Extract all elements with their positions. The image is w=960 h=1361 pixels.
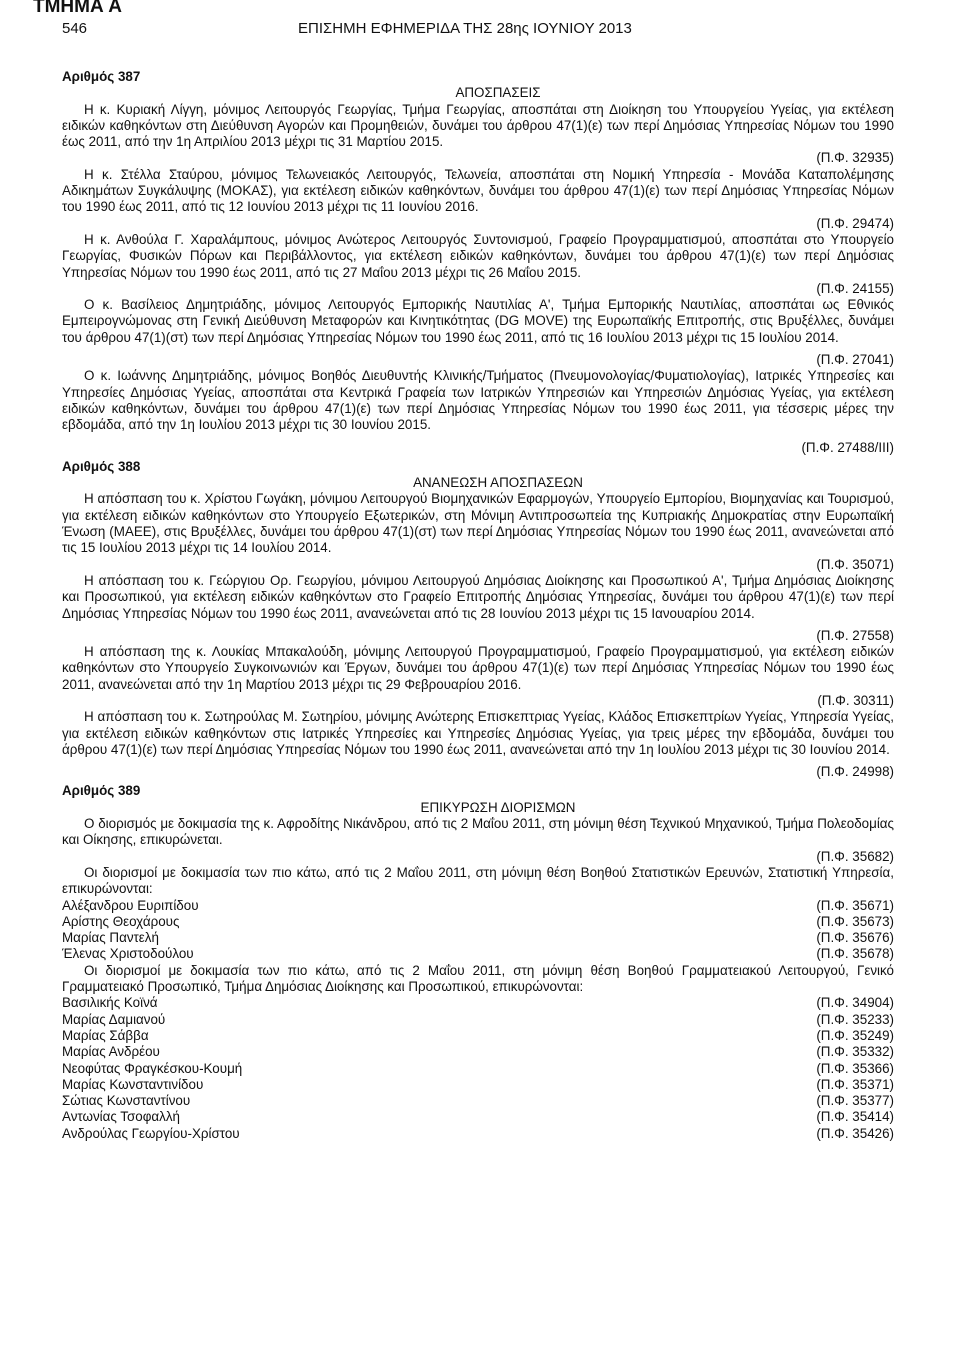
appointee-name: Ανδρούλας Γεωργίου-Χρίστου [62, 1125, 240, 1141]
file-reference: (Π.Φ. 27488/ΙΙΙ) [801, 439, 894, 455]
notice-heading-388: ΑΝΑΝΕΩΣΗ ΑΠΟΣΠΑΣΕΩΝ [413, 475, 583, 491]
appointee-name: Αντωνίας Τσοφαλλή [62, 1109, 180, 1125]
appointee-name: Βασιλικής Κοϊνά [62, 995, 158, 1011]
appointee-name: Μαρίας Παντελή [62, 930, 159, 946]
list-item [62, 1126, 894, 1142]
file-reference: (Π.Φ. 34904) [816, 995, 894, 1011]
paragraph: Οι διορισμοί με δοκιμασία των πιο κάτω, από τις 2 Μαΐου 2011, στη μόνιμη θέση Βοηθού Στατιστικών Ερευνών, Στατιστική Υπηρεσία, επικυρώνονται: [62, 864, 894, 897]
file-reference: (Π.Φ. 35249) [816, 1027, 894, 1043]
list-item [62, 1077, 894, 1093]
list-item [62, 898, 894, 914]
list-item [62, 946, 894, 962]
list-item [62, 1061, 894, 1077]
notice-number-388: Αριθμός 388 [62, 458, 141, 474]
file-reference: (Π.Φ. 27041) [816, 352, 894, 368]
appointee-name: Μαρίας Σάββα [62, 1027, 149, 1043]
file-reference: (Π.Φ. 30311) [817, 692, 894, 708]
paragraph: Η κ. Στέλλα Σταύρου, μόνιμος Τελωνειακός Λειτουργός, Τελωνεία, αποσπάται στη Νομική Υπηρεσία - Μονάδα Καταπολέμησης Αδικημάτων Συγκάλυψης (ΜΟΚΑΣ), για εκτέλεση ειδικών καθηκόντων, δυνάμει του άρθρου 47(1)(ε) των περί Δημόσιας Υπηρεσίας Νόμων του 1990 έως 2011, από τις 12 Ιουνίου 2013 μέχρι τις 11 Ιουνίου 2016. [62, 166, 894, 215]
file-reference: (Π.Φ. 24155) [816, 280, 894, 296]
page-number: 546 [62, 20, 88, 37]
list-item [62, 1109, 894, 1125]
paragraph: Ο κ. Βασίλειος Δημητριάδης, μόνιμος Λειτουργός Εμπορικής Ναυτιλίας Α', Τμήμα Εμπορικής Ναυτιλίας, αποσπάται ως Εθνικός Εμπειρογνώμονας στη Γενική Διεύθυνση Μεταφορών και Κινητικότητας (DG MOVE) της Ευρωπαϊκής Επιτροπής, στις Βρυξέλλες, δυνάμει του άρθρου 47(1)(στ) των περί Δημόσιας Υπηρεσίας Νόμων του 1990 έως 2011, από τις 16 Ιουλίου 2013 μέχρι τις 15 Ιουλίου 2014. [62, 297, 894, 345]
notice-heading-389: ΕΠΙΚΥΡΩΣΗ ΔΙΟΡΙΣΜΩΝ [420, 799, 576, 815]
section-label: ΤΜΗΜΑ Α [33, 0, 122, 17]
notice-heading-387: ΑΠΟΣΠΑΣΕΙΣ [455, 85, 541, 101]
file-reference: (Π.Φ. 35366) [816, 1060, 894, 1076]
paragraph: Η απόσπαση του κ. Γεώργιου Ορ. Γεωργίου, μόνιμου Λειτουργού Δημόσιας Διοίκησης και Προσωπικού Α', Τμήμα Δημόσιας Διοίκησης και Προσωπικού, για εκτέλεση ειδικών καθηκόντων στο Γραφείο Επιτροπής Δημόσιας Υπηρεσίας, δυνάμει του άρθρου 47(1)(ε) των περί Δημόσιας Υπηρεσίας Νόμων του 1990 έως 2011, ανανεώνεται από τις 28 Ιουνίου 2013 μέχρι τις 15 Ιανουαρίου 2014. [62, 572, 894, 621]
appointee-name: Σώτιας Κωνσταντίνου [62, 1093, 191, 1109]
list-item [62, 1093, 894, 1109]
list-item [62, 1028, 894, 1044]
notice-number-387: Αριθμός 387 [62, 69, 141, 84]
appointee-name: Αρίστης Θεοχάρους [62, 913, 180, 929]
paragraph: Η απόσπαση του κ. Χρίστου Γωγάκη, μόνιμου Λειτουργού Βιομηχανικών Εφαρμογών, Υπουργείο Εμπορίου, Βιομηχανίας και Τουρισμού, για εκτέλεση ειδικών καθηκόντων στο Υπουργείο Εξωτερικών, στη Μόνιμη Αντιπροσωπεία της Κυπριακής Δημοκρατίας στην Ευρωπαϊκή Ένωση (ΜΑΕΕ), στις Βρυξέλλες, δυνάμει του άρθρου 47(1)(στ) των περί Δημόσιας Υπηρεσίας Νόμων του 1990 έως 2011, ανανεώνεται από τις 15 Ιουλίου 2013 μέχρι τις 14 Ιουλίου 2014. [62, 491, 894, 556]
appointee-name: Μαρίας Κωνσταντινίδου [62, 1076, 204, 1092]
file-reference: (Π.Φ. 29474) [816, 215, 894, 231]
list-item [62, 995, 894, 1011]
file-reference: (Π.Φ. 35426) [816, 1125, 894, 1141]
paragraph: Η απόσπαση της κ. Λουκίας Μπακαλούδη, μόνιμης Λειτουργού Προγραμματισμού, Γραφείο Προγραμματισμού, για εκτέλεση ειδικών καθηκόντων στο Υπουργείο Συγκοινωνιών και Έργων, δυνάμει του άρθρου 47(1)(ε) των περί Δημόσιας Υπηρεσίας Νόμων του 1990 έως 2011, ανανεώνεται από την 1η Μαρτίου 2013 μέχρι τις 29 Φεβρουαρίου 2016. [62, 644, 894, 692]
file-reference: (Π.Φ. 35371) [816, 1076, 894, 1092]
appointee-name: Έλενας Χριστοδούλου [62, 946, 194, 962]
appointee-name: Μαρίας Ανδρέου [62, 1044, 160, 1060]
file-reference: (Π.Φ. 35671) [816, 897, 894, 913]
file-reference: (Π.Φ. 35678) [816, 946, 894, 962]
file-reference: (Π.Φ. 32935) [816, 150, 894, 166]
document-body [62, 66, 894, 1142]
appointee-name: Αλέξανδρου Ευριπίδου [62, 897, 199, 913]
paragraph: Η κ. Κυριακή Λίγγη, μόνιμος Λειτουργός Γεωργίας, Τμήμα Γεωργίας, αποσπάται στη Διοίκηση του Υπουργείου Υγείας, για εκτέλεση ειδικών καθηκόντων στη Διεύθυνση Αγορών και Προμηθειών, δυνάμει του άρθρου 47(1)(ε) των περί Δημόσιας Υπηρεσίας Νόμων του 1990 έως 2011, από την 1η Απριλίου 2013 μέχρι τις 31 Μαρτίου 2015. [62, 101, 894, 150]
paragraph: Οι διορισμοί με δοκιμασία των πιο κάτω, από τις 2 Μαΐου 2011, στη μόνιμη θέση Βοηθού Γραμματειακού Λειτουργού, Γενικό Γραμματειακό Προσωπικό, Τμήμα Δημόσιας Διοίκησης και Προσωπικού, επικυρώνονται: [62, 962, 894, 995]
list-item [62, 930, 894, 946]
list-item [62, 1044, 894, 1060]
notice-number-389: Αριθμός 389 [62, 783, 141, 799]
appointee-name: Μαρίας Δαμιανού [62, 1011, 166, 1027]
paragraph: Η κ. Ανθούλα Γ. Χαραλάμπους, μόνιμος Ανώτερος Λειτουργός Συντονισμού, Γραφείο Προγραμματισμού, αποσπάται στο Υπουργείο Γεωργίας, Φυσικών Πόρων και Περιβάλλοντος, για εκτέλεση ειδικών καθηκόντων, δυνάμει του άρθρου 47(1)(ε) των περί Δημόσιας Υπηρεσίας Νόμων του 1990 έως 2011, από τις 27 Μαΐου 2013 μέχρι τις 26 Μαΐου 2015. [62, 231, 894, 280]
file-reference: (Π.Φ. 35676) [816, 930, 894, 946]
gazette-title: ΕΠΙΣΗΜΗ ΕΦΗΜΕΡΙΔΑ ΤΗΣ 28ης ΙΟΥΝΙΟΥ 2013 [298, 20, 632, 37]
file-reference: (Π.Φ. 35332) [816, 1044, 894, 1060]
file-reference: (Π.Φ. 35377) [816, 1093, 894, 1109]
file-reference: (Π.Φ. 24998) [816, 764, 894, 780]
file-reference: (Π.Φ. 35414) [816, 1109, 894, 1125]
file-reference: (Π.Φ. 35673) [816, 913, 894, 929]
paragraph: Ο διορισμός με δοκιμασία της κ. Αφροδίτης Νικάνδρου, από τις 2 Μαΐου 2011, στη μόνιμη θέση Τεχνικού Μηχανικού, Τμήμα Πολεοδομίας και Οίκησης, επικυρώνεται. [62, 816, 894, 848]
list-item [62, 914, 894, 930]
file-reference: (Π.Φ. 27558) [816, 627, 894, 643]
list-item [62, 1012, 894, 1028]
file-reference: (Π.Φ. 35233) [816, 1011, 894, 1027]
file-reference: (Π.Φ. 35071) [816, 556, 894, 572]
file-reference: (Π.Φ. 35682) [816, 848, 894, 864]
appointee-name: Νεοφύτας Φραγκέσκου-Κουμή [62, 1060, 243, 1076]
paragraph: Η απόσπαση του κ. Σωτηρούλας Μ. Σωτηρίου, μόνιμης Ανώτερης Επισκεπτριας Υγείας, Κλάδος Επισκεπτρίων Υγείας, Υπηρεσία Υγείας, για εκτέλεση ειδικών καθηκόντων στις Ιατρικές Υπηρεσίες και Υπηρεσίες Δημόσιας Υγείας, για τρεις μέρες την εβδομάδα, δυνάμει του άρθρου 47(1)(ε) των περί Δημόσιας Υπηρεσίας Νόμων του 1990 έως 2011, ανανεώνεται από την 1η Ιουλίου 2013 μέχρι τις 30 Ιουνίου 2014. [62, 709, 894, 757]
paragraph: Ο κ. Ιωάννης Δημητριάδης, μόνιμος Βοηθός Διευθυντής Κλινικής/Τμήματος (Πνευμονολογίας/Φυματιολογίας), Ιατρικές Υπηρεσίες και Υπηρεσίες Δημόσιας Υγείας, αποσπάται στα Κεντρικά Γραφεία των Ιατρικών Υπηρεσιών και Υπηρεσιών Δημόσιας Υγείας, για εκτέλεση ειδικών καθηκόντων, δυνάμει του άρθρου 47(1)(ε) των περί Δημόσιας Υπηρεσίας Νόμων του 1990 έως 2011, για τέσσερις μέρες την εβδομάδα, από την 1η Ιουλίου 2013 μέχρι τις 30 Ιουνίου 2015. [62, 368, 894, 433]
